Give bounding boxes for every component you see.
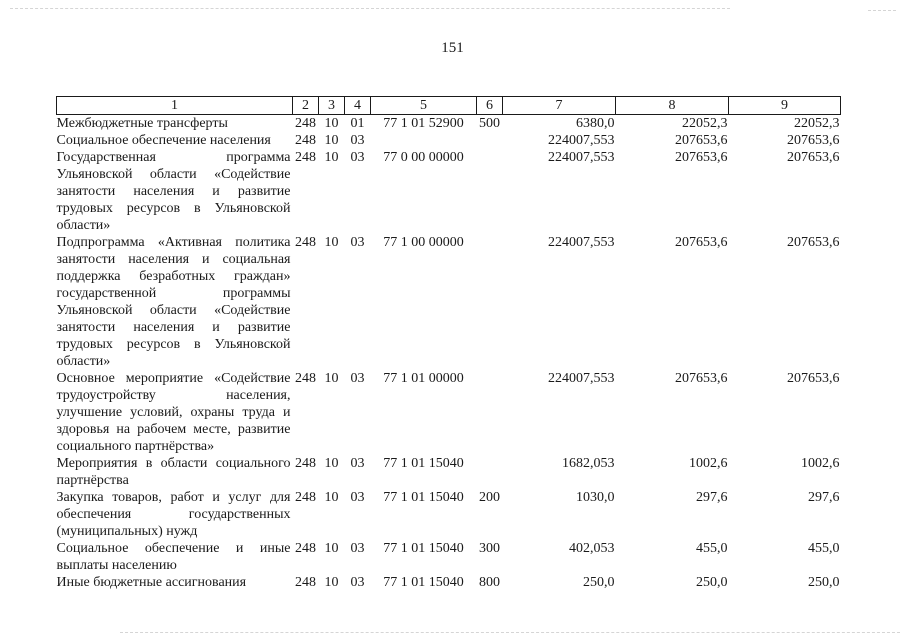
amount-col9: 1002,6 [801, 456, 840, 471]
amount-col8: 207653,6 [675, 150, 728, 165]
item-name: Основное мероприятие «Содействие трудоустройству населения, улучшение условий, охраны труда и здоровья на рабочем месте, развитие социального партнёрства» [56, 371, 291, 454]
code-admin: 248 [295, 235, 316, 250]
code-section: 10 [324, 150, 339, 165]
table-row [57, 234, 841, 370]
code-subsection: 03 [350, 541, 365, 556]
code-admin: 248 [295, 116, 316, 131]
code-subsection: 01 [350, 116, 365, 131]
budget-table [56, 96, 841, 591]
amount-col7: 1682,053 [562, 456, 615, 471]
header-cell: 6 [477, 97, 503, 115]
header-cell: 4 [345, 97, 371, 115]
amount-col7: 6380,0 [576, 116, 615, 131]
code-target: 77 1 00 00000 [383, 235, 464, 250]
code-target: 77 1 01 00000 [383, 371, 464, 386]
item-name: Государственная программа Ульяновской области «Содействие занятости населения и развитие трудовых ресурсов в Ульяновской области» [56, 150, 291, 233]
amount-col8: 22052,3 [682, 116, 728, 131]
header-cell: 7 [503, 97, 616, 115]
amount-col7: 250,0 [583, 575, 615, 590]
table-row [57, 455, 841, 489]
code-admin: 248 [295, 490, 316, 505]
code-section: 10 [324, 541, 339, 556]
code-subsection: 03 [350, 490, 365, 505]
code-subsection: 03 [350, 575, 365, 590]
item-name: Социальное обеспечение населения [56, 133, 271, 148]
amount-col7: 224007,553 [548, 133, 615, 148]
table-row [57, 132, 841, 149]
amount-col9: 297,6 [808, 490, 840, 505]
page-number: 151 [441, 40, 464, 56]
code-target: 77 0 00 00000 [383, 150, 464, 165]
table-row [57, 489, 841, 540]
code-expense-type: 200 [479, 490, 500, 505]
code-target [371, 132, 477, 149]
table-row [57, 574, 841, 591]
amount-col7: 224007,553 [548, 235, 615, 250]
item-name: Закупка товаров, работ и услуг для обеспечения государственных (муниципальных) нужд [56, 490, 291, 539]
header-cell: 3 [319, 97, 345, 115]
header-cell: 9 [729, 97, 841, 115]
code-admin: 248 [295, 150, 316, 165]
header-row [57, 97, 841, 115]
code-admin: 248 [295, 133, 316, 148]
scan-edge-top [10, 8, 730, 9]
amount-col7: 402,053 [569, 541, 615, 556]
item-name: Мероприятия в области социального партнёрства [56, 456, 291, 488]
code-expense-type [477, 455, 503, 489]
amount-col9: 22052,3 [794, 116, 840, 131]
code-subsection: 03 [350, 133, 365, 148]
amount-col8: 455,0 [696, 541, 728, 556]
code-expense-type: 800 [479, 575, 500, 590]
item-name: Подпрограмма «Активная политика занятости населения и социальная поддержка безработных граждан» государственной программы Ульяновской области «Содействие занятости населения и развитие трудовых ресурсов в Ульяновской области» [56, 235, 291, 369]
table-row [57, 540, 841, 574]
amount-col8: 1002,6 [689, 456, 728, 471]
code-admin: 248 [295, 541, 316, 556]
table-row [57, 115, 841, 133]
amount-col8: 250,0 [696, 575, 728, 590]
code-subsection: 03 [350, 235, 365, 250]
code-subsection: 03 [350, 371, 365, 386]
code-target: 77 1 01 15040 [383, 575, 464, 590]
code-target: 77 1 01 52900 [383, 116, 464, 131]
amount-col9: 207653,6 [787, 371, 840, 386]
amount-col9: 207653,6 [787, 150, 840, 165]
header-cell: 8 [616, 97, 729, 115]
scan-edge-top-right [868, 10, 896, 11]
code-expense-type [477, 149, 503, 234]
code-target: 77 1 01 15040 [383, 541, 464, 556]
table-row [57, 370, 841, 455]
item-name: Социальное обеспечение и иные выплаты населению [56, 541, 291, 573]
item-name: Иные бюджетные ассигнования [56, 575, 247, 590]
table-row [57, 149, 841, 234]
amount-col8: 207653,6 [675, 235, 728, 250]
code-section: 10 [324, 133, 339, 148]
code-subsection: 03 [350, 150, 365, 165]
code-expense-type [477, 370, 503, 455]
header-cell: 5 [371, 97, 477, 115]
amount-col8: 297,6 [696, 490, 728, 505]
code-section: 10 [324, 371, 339, 386]
amount-col9: 207653,6 [787, 133, 840, 148]
amount-col7: 224007,553 [548, 150, 615, 165]
header-cell: 1 [57, 97, 293, 115]
code-section: 10 [324, 490, 339, 505]
amount-col9: 207653,6 [787, 235, 840, 250]
code-expense-type [477, 234, 503, 370]
code-expense-type [477, 132, 503, 149]
item-name: Межбюджетные трансферты [56, 116, 228, 131]
scan-edge-bottom [120, 632, 900, 633]
amount-col9: 250,0 [808, 575, 840, 590]
code-target: 77 1 01 15040 [383, 490, 464, 505]
code-admin: 248 [295, 456, 316, 471]
code-section: 10 [324, 456, 339, 471]
code-section: 10 [324, 575, 339, 590]
amount-col8: 207653,6 [675, 133, 728, 148]
header-cell: 2 [293, 97, 319, 115]
code-subsection: 03 [350, 456, 365, 471]
code-section: 10 [324, 235, 339, 250]
code-admin: 248 [295, 371, 316, 386]
amount-col9: 455,0 [808, 541, 840, 556]
code-target: 77 1 01 15040 [383, 456, 464, 471]
code-expense-type: 500 [479, 116, 500, 131]
code-expense-type: 300 [479, 541, 500, 556]
amount-col7: 1030,0 [576, 490, 615, 505]
code-admin: 248 [295, 575, 316, 590]
amount-col7: 224007,553 [548, 371, 615, 386]
code-section: 10 [324, 116, 339, 131]
amount-col8: 207653,6 [675, 371, 728, 386]
